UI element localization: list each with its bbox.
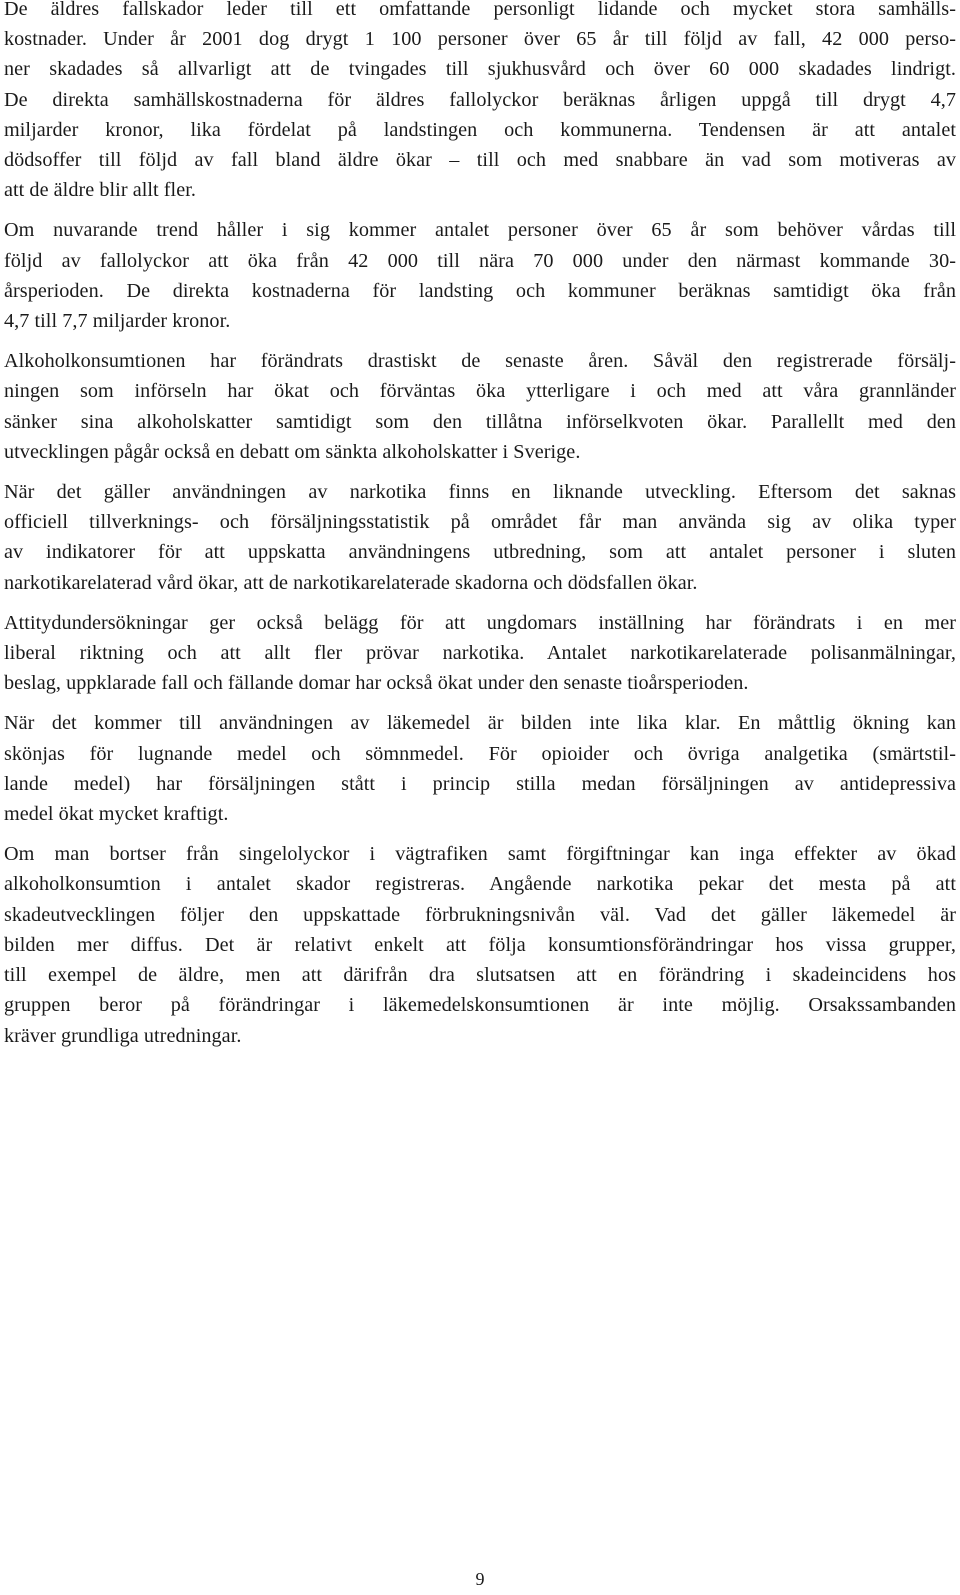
paragraph-narcotics-use <box>4 477 956 598</box>
paragraph-fall-trend-forecast <box>4 215 956 336</box>
text-line: Om nuvarande trend håller i sig kommer antalet personer över 65 år som behöver vårdas till <box>4 219 956 242</box>
text-line: officiell tillverknings- och försäljningsstatistik på området får man använda sig av olika typer <box>4 511 956 534</box>
text-line: miljarder kronor, lika fördelat på landstingen och kommunerna. Tendensen är att antalet <box>4 118 956 141</box>
text-line: När det kommer till användningen av läkemedel är bilden inte lika klar. En måttlig ökning kan <box>4 712 956 735</box>
text-line: kostnader. Under år 2001 dog drygt 1 100 personer över 65 år till följd av fall, 42 000 perso- <box>4 28 956 51</box>
text-line: beslag, uppklarade fall och fällande domar har också ökat under den senaste tioårsperioden. <box>4 672 749 695</box>
text-line: 4,7 till 7,7 miljarder kronor. <box>4 310 231 333</box>
text-line: gruppen beror på förändringar i läkemedelskonsumtionen är inte möjlig. Orsakssambanden <box>4 994 956 1017</box>
text-line: att de äldre blir allt fler. <box>4 179 196 202</box>
text-line: följd av fallolyckor att öka från 42 000 till nära 70 000 under den närmast kommande 30- <box>4 249 956 272</box>
text-line: De direkta samhällskostnaderna för äldres fallolyckor beräknas årligen uppgå till drygt 4,7 <box>4 88 956 111</box>
text-line: bilden mer diffus. Det är relativt enkelt att följa konsumtionsförändringar hos vissa grupper, <box>4 933 956 956</box>
text-line: till exempel de äldre, men att därifrån dra slutsatsen att en förändring i skadeincidens hos <box>4 964 956 987</box>
text-line: skadeutvecklingen följer den uppskattade förbrukningsnivån väl. Vad det gäller läkemedel är <box>4 903 956 926</box>
document-page <box>4 0 956 1061</box>
text-line: årsperioden. De direkta kostnaderna för landsting och kommuner beräknas samtidigt öka från <box>4 279 956 302</box>
paragraph-attitude-surveys <box>4 608 956 699</box>
text-line: lande medel) har försäljningen stått i princip stilla medan försäljningen av antidepressiva <box>4 772 956 795</box>
text-line: De äldres fallskador leder till ett omfattande personligt lidande och mycket stora samhälls- <box>4 0 956 20</box>
text-line: liberal riktning och att allt fler prövar narkotika. Antalet narkotikarelaterade polisanmälningar, <box>4 642 956 665</box>
text-line: Attitydundersökningar ger också belägg för att ungdomars inställning har förändrats i en mer <box>4 611 956 634</box>
text-line: Om man bortser från singelolyckor i vägtrafiken samt förgiftningar kan inga effekter av ökad <box>4 843 956 866</box>
text-line: kräver grundliga utredningar. <box>4 1024 242 1047</box>
paragraph-medication-use <box>4 708 956 829</box>
text-line: alkoholkonsumtion i antalet skador registreras. Angående narkotika pekar det mesta på att <box>4 873 956 896</box>
text-line: utvecklingen pågår också en debatt om sänkta alkoholskatter i Sverige. <box>4 440 581 463</box>
paragraph-alcohol-consumption <box>4 346 956 467</box>
text-line: av indikatorer för att uppskatta användningens utbredning, som att antalet personer i sluten <box>4 541 956 564</box>
paragraph-elderly-fall-injuries <box>4 0 956 205</box>
page-number: 9 <box>475 1569 485 1589</box>
text-line: sänker sina alkoholskatter samtidigt som den tillåtna införselkvoten ökar. Parallellt med den <box>4 410 956 433</box>
text-line: När det gäller användningen av narkotika finns en liknande utveckling. Eftersom det saknas <box>4 481 956 504</box>
text-line: medel ökat mycket kraftigt. <box>4 803 229 826</box>
text-line: ningen som införseln har ökat och förväntas öka ytterligare i och med att våra grannländer <box>4 380 956 403</box>
text-line: ner skadades så allvarligt att de tvingades till sjukhusvård och över 60 000 skadades lindrigt. <box>4 58 956 81</box>
text-line: Alkoholkonsumtionen har förändrats drastiskt de senaste åren. Såväl den registrerade försälj- <box>4 350 956 373</box>
text-line: dödsoffer till följd av fall bland äldre ökar – till och med snabbare än vad som motiveras av <box>4 149 956 172</box>
text-line: narkotikarelaterad vård ökar, att de narkotikarelaterade skadorna och dödsfallen ökar. <box>4 571 698 594</box>
paragraph-injury-effects <box>4 839 956 1050</box>
text-line: skönjas för lugnande medel och sömnmedel. För opioider och övriga analgetika (smärtstil- <box>4 742 956 765</box>
